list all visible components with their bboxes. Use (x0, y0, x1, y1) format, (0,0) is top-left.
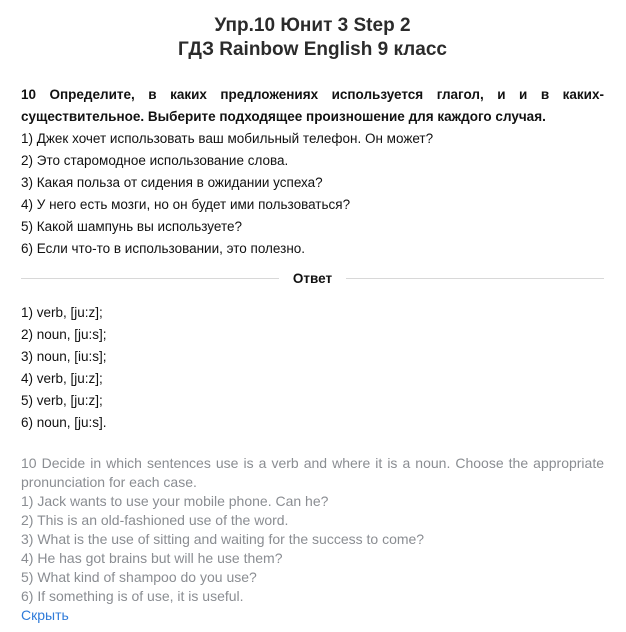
hide-link[interactable]: Скрыть (21, 607, 69, 623)
task-item: 2) Это старомодное использование слова. (21, 153, 289, 168)
answer-label: Ответ (292, 270, 333, 286)
page-title (21, 14, 604, 62)
original-task-item: 6) If something is of use, it is useful. (21, 588, 244, 604)
task-item: 5) Какой шампунь вы используете? (21, 219, 242, 234)
answer-item: 1) verb, [ju:z]; (21, 305, 103, 320)
answer-item: 5) verb, [ju:z]; (21, 393, 103, 408)
task-block (21, 84, 604, 260)
answer-item: 2) noun, [ju:s]; (21, 327, 107, 342)
original-task-heading: 10 Decide in which sentences use is a verb and where it is a noun. Choose the appropriate pronunciation for each case. (21, 455, 604, 490)
task-item: 3) Какая польза от сидения в ожидании успеха? (21, 175, 323, 190)
task-item: 6) Если что-то в использовании, это полезно. (21, 241, 306, 256)
task-item: 4) У него есть мозги, но он будет ими пользоваться? (21, 197, 351, 212)
original-task-item: 5) What kind of shampoo do you use? (21, 569, 257, 585)
answer-list (21, 302, 604, 434)
task-heading: 10 Определите, в каких предложениях используется глагол, и и в каких-существительное. Выберите подходящее произношение для каждого случая. (21, 87, 604, 124)
title-line-2: ГДЗ Rainbow English 9 класс (178, 39, 447, 60)
answer-item: 3) noun, [iu:s]; (21, 349, 107, 364)
task-item: 1) Джек хочет использовать ваш мобильный телефон. Он может? (21, 131, 434, 146)
original-task-item: 2) This is an old-fashioned use of the word. (21, 512, 289, 528)
original-task-block (21, 454, 604, 625)
original-task-item: 4) He has got brains but will he use them? (21, 550, 283, 566)
divider-rule-left (21, 278, 279, 279)
original-task-item: 1) Jack wants to use your mobile phone. Can he? (21, 493, 329, 509)
original-task-item: 3) What is the use of sitting and waiting for the success to come? (21, 531, 425, 547)
answer-item: 6) noun, [ju:s]. (21, 415, 107, 430)
answer-item: 4) verb, [ju:z]; (21, 371, 103, 386)
answer-divider (21, 268, 604, 288)
title-line-1: Упр.10 Юнит 3 Step 2 (214, 15, 411, 36)
divider-rule-right (346, 278, 604, 279)
